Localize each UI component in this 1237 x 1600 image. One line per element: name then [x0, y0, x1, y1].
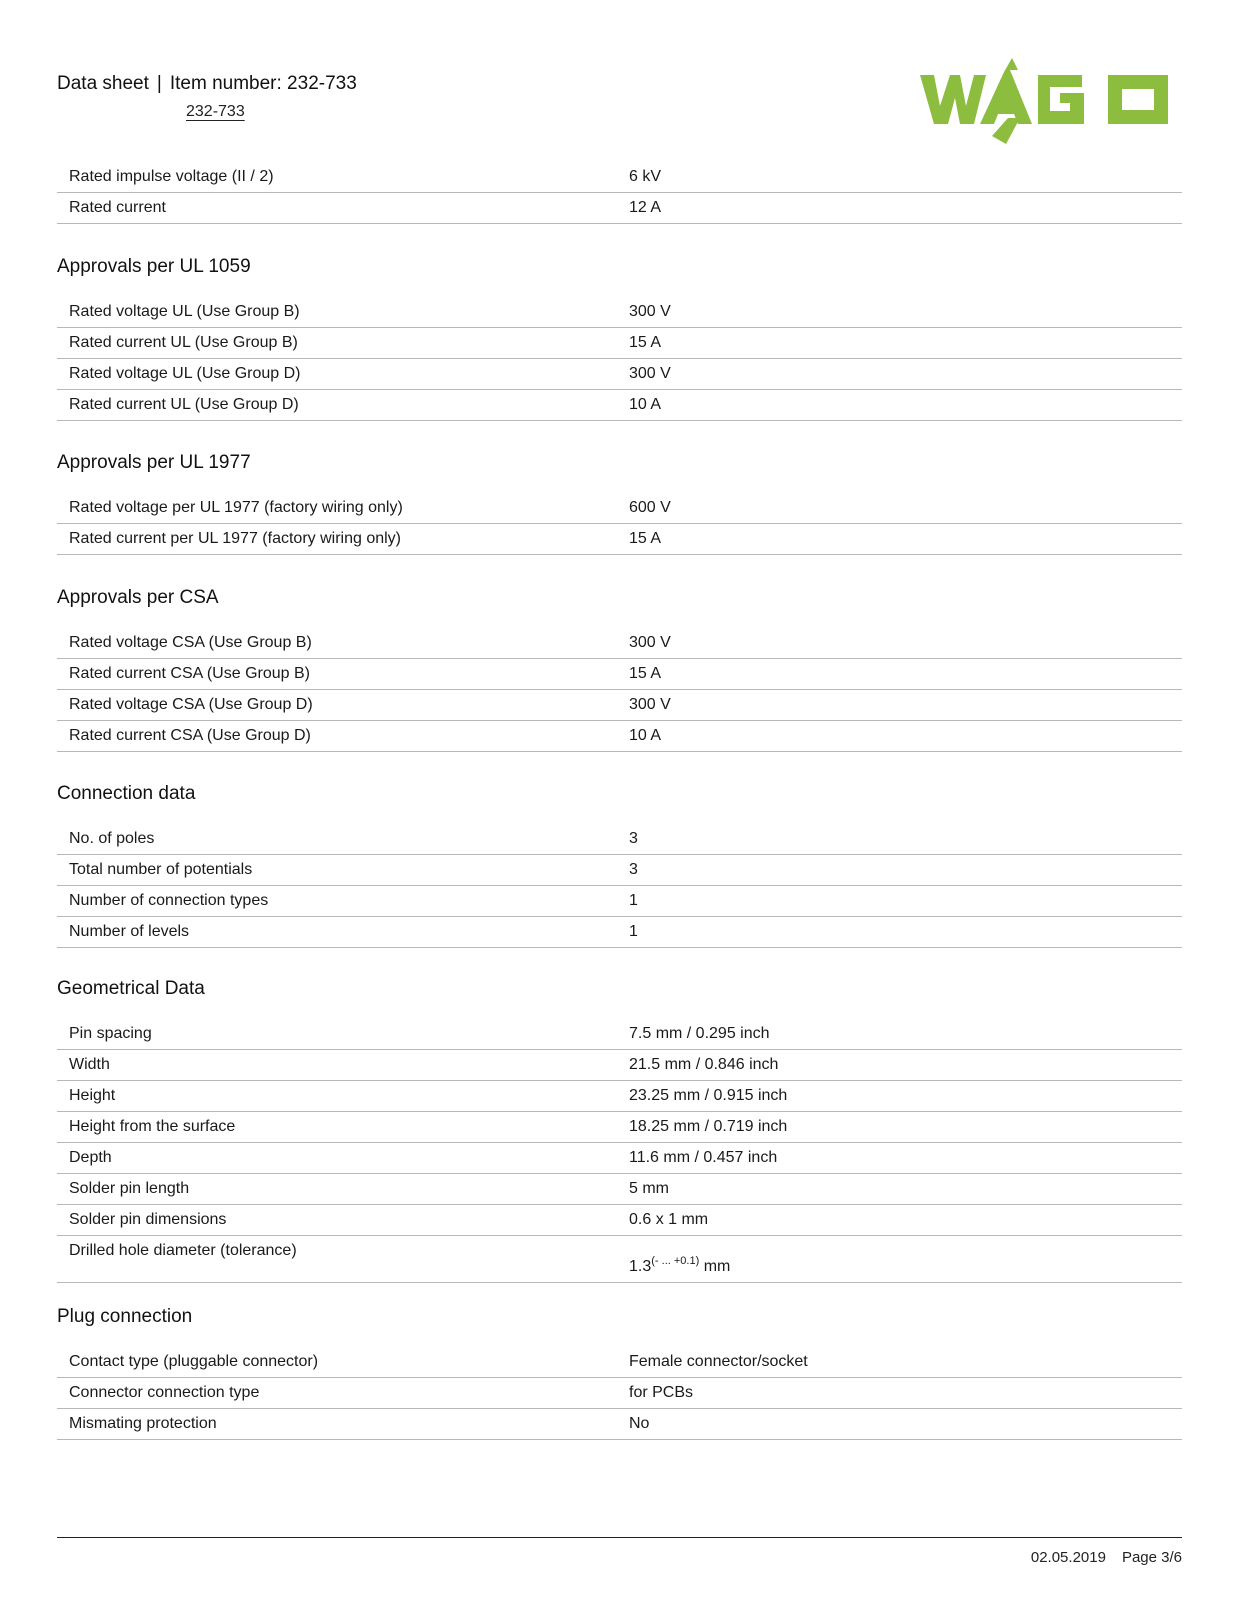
table-row: [57, 328, 1182, 359]
spec-value: 6 kV: [617, 162, 1182, 193]
spec-label: No. of poles: [57, 824, 617, 855]
table-row: [57, 493, 1182, 524]
title-text: Data sheet: [57, 73, 149, 94]
spec-table: [57, 628, 1182, 752]
spec-value: 10 A: [617, 721, 1182, 752]
table-row: [57, 1347, 1182, 1378]
spec-value: for PCBs: [617, 1378, 1182, 1409]
spec-value: 21.5 mm / 0.846 inch: [617, 1050, 1182, 1081]
spec-value: 15 A: [617, 524, 1182, 555]
spec-label: Rated voltage per UL 1977 (factory wiring only): [57, 493, 617, 524]
spec-label: Number of levels: [57, 917, 617, 948]
table-row: [57, 628, 1182, 659]
spec-value: 300 V: [617, 628, 1182, 659]
spec-label: Rated current UL (Use Group B): [57, 328, 617, 359]
spec-value: 5 mm: [617, 1174, 1182, 1205]
spec-value: 18.25 mm / 0.719 inch: [617, 1112, 1182, 1143]
table-row: [57, 1378, 1182, 1409]
section-plug-connection: [57, 1305, 1182, 1440]
table-row: [57, 855, 1182, 886]
spec-table: [57, 162, 1182, 224]
spec-value: 1: [617, 886, 1182, 917]
table-row: [57, 1143, 1182, 1174]
spec-value: 3: [617, 824, 1182, 855]
spec-label: Rated current CSA (Use Group D): [57, 721, 617, 752]
value-unit: mm: [703, 1258, 731, 1275]
spec-label: Rated voltage UL (Use Group D): [57, 359, 617, 390]
spec-value: 15 A: [617, 659, 1182, 690]
spec-label: Mismating protection: [57, 1409, 617, 1440]
spec-label: Rated voltage UL (Use Group B): [57, 297, 617, 328]
spec-value: Female connector/socket: [617, 1347, 1182, 1378]
spec-value-tolerance: [617, 1236, 1182, 1283]
section-geometrical-data: [57, 977, 1182, 1283]
spec-label: Rated current per UL 1977 (factory wiring only): [57, 524, 617, 555]
table-row: [57, 886, 1182, 917]
footer-divider: [57, 1537, 1182, 1538]
spec-label: Height: [57, 1081, 617, 1112]
spec-value: 300 V: [617, 297, 1182, 328]
section-ul-1977: [57, 451, 1182, 555]
item-number-label: Item number: 232-733: [169, 73, 357, 94]
section-connection-data: [57, 782, 1182, 948]
section-csa: [57, 586, 1182, 752]
table-row: [57, 524, 1182, 555]
value-base: 1.3: [629, 1258, 652, 1275]
spec-value: 3: [617, 855, 1182, 886]
table-row: [57, 193, 1182, 224]
spec-value: 10 A: [617, 390, 1182, 421]
table-row: [57, 359, 1182, 390]
wago-logo: [920, 58, 1172, 144]
spec-label: Rated impulse voltage (II / 2): [57, 162, 617, 193]
spec-label: Depth: [57, 1143, 617, 1174]
title-separator: |: [156, 73, 162, 94]
spec-label: Rated current CSA (Use Group B): [57, 659, 617, 690]
document-header: [57, 72, 357, 120]
table-row: [57, 297, 1182, 328]
spec-value: 1: [617, 917, 1182, 948]
spec-label: Drilled hole diameter (tolerance): [57, 1236, 617, 1283]
footer-page-number: Page 3/6: [1121, 1549, 1182, 1566]
table-row: [57, 917, 1182, 948]
spec-label: Total number of potentials: [57, 855, 617, 886]
spec-table: [57, 297, 1182, 421]
spec-value: 12 A: [617, 193, 1182, 224]
page-footer: [1031, 1549, 1182, 1566]
spec-value: 300 V: [617, 359, 1182, 390]
section-title: Plug connection: [57, 1306, 193, 1327]
spec-value: 0.6 x 1 mm: [617, 1205, 1182, 1236]
spec-value: 23.25 mm / 0.915 inch: [617, 1081, 1182, 1112]
footer-date: 02.05.2019: [1030, 1549, 1106, 1566]
section-title: Approvals per UL 1977: [57, 452, 251, 473]
spec-value: 11.6 mm / 0.457 inch: [617, 1143, 1182, 1174]
table-row: [57, 1236, 1182, 1283]
spec-label: Width: [57, 1050, 617, 1081]
table-row: [57, 721, 1182, 752]
table-row: [57, 390, 1182, 421]
table-row: [57, 1112, 1182, 1143]
table-row: [57, 1205, 1182, 1236]
spec-label: Number of connection types: [57, 886, 617, 917]
table-row: [57, 1019, 1182, 1050]
table-row: [57, 1081, 1182, 1112]
section-ratings-continued: [57, 162, 1182, 224]
spec-label: Contact type (pluggable connector): [57, 1347, 617, 1378]
section-title: Connection data: [57, 783, 196, 804]
table-row: [57, 1409, 1182, 1440]
section-title: Approvals per CSA: [57, 587, 219, 608]
spec-label: Rated current UL (Use Group D): [57, 390, 617, 421]
table-row: [57, 1174, 1182, 1205]
spec-table: [57, 493, 1182, 555]
table-row: [57, 1050, 1182, 1081]
spec-label: Solder pin dimensions: [57, 1205, 617, 1236]
section-ul-1059: [57, 255, 1182, 421]
spec-label: Pin spacing: [57, 1019, 617, 1050]
spec-table: [57, 1019, 1182, 1283]
spec-value: 15 A: [617, 328, 1182, 359]
value-tolerance: (- ... +0.1): [651, 1255, 700, 1267]
spec-table: [57, 1347, 1182, 1440]
table-row: [57, 162, 1182, 193]
table-row: [57, 824, 1182, 855]
section-title: Approvals per UL 1059: [57, 256, 251, 277]
page-title: [57, 72, 357, 96]
spec-value: 300 V: [617, 690, 1182, 721]
table-row: [57, 690, 1182, 721]
spec-value: No: [617, 1409, 1182, 1440]
spec-label: Connector connection type: [57, 1378, 617, 1409]
spec-label: Solder pin length: [57, 1174, 617, 1205]
spec-label: Rated voltage CSA (Use Group B): [57, 628, 617, 659]
item-number-link[interactable]: 232-733: [186, 103, 245, 120]
spec-value: 600 V: [617, 493, 1182, 524]
section-title: Geometrical Data: [57, 978, 205, 999]
spec-label: Rated voltage CSA (Use Group D): [57, 690, 617, 721]
spec-table: [57, 824, 1182, 948]
table-row: [57, 659, 1182, 690]
spec-label: Height from the surface: [57, 1112, 617, 1143]
spec-value: 7.5 mm / 0.295 inch: [617, 1019, 1182, 1050]
spec-label: Rated current: [57, 193, 617, 224]
